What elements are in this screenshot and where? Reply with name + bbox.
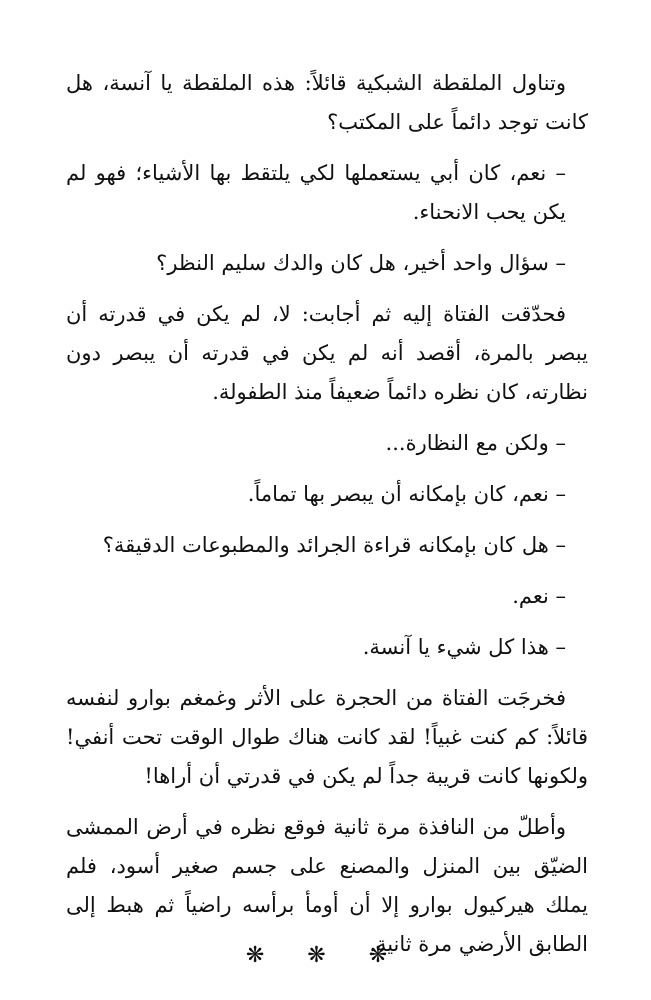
- dialogue-line: – هل كان بإمكانه قراءة الجرائد والمطبوعات الدقيقة؟: [102, 533, 566, 557]
- paragraph-poirot-realization: فخرجَت الفتاة من الحجرة على الأثر وغمغم بوارو لنفسه قائلاً: كم كنت غبياً! لقد كانت هناك طوال الوقت تحت أنفي! ولكونها كانت قريبة جداً لم يكن في قدرتي أن أراها!: [66, 686, 588, 788]
- paragraph-pincers: وتناول الملقطة الشبكية قائلاً: هذه الملقطة يا آنسة، هل كانت توجد دائماً على المكتب؟: [66, 71, 588, 134]
- dialogue-line: – سؤال واحد أخير، هل كان والدك سليم النظر؟: [156, 251, 566, 275]
- dialogue-line: – هذا كل شيء يا آنسة.: [362, 635, 566, 659]
- page-text: [66, 64, 588, 976]
- paragraph-eyesight: فحدّقت الفتاة إليه ثم أجابت: لا، لم يكن في قدرته أن يبصر بالمرة، أقصد أنه لم يكن في قدرته أن يبصر دون نظارته، كان نظره دائماً ضعيفاً منذ الطفولة.: [66, 302, 588, 404]
- dialogue-line: – ولكن مع النظارة...: [385, 431, 566, 455]
- dialogue-line: – نعم.: [512, 584, 566, 608]
- dialogue-line: – نعم، كان بإمكانه أن يبصر بها تماماً.: [247, 482, 566, 506]
- dialogue-line: – نعم، كان أبي يستعملها لكي يلتقط بها الأشياء؛ فهو لم يكن يحب الانحناء.: [66, 161, 566, 224]
- section-separator: ❋ ❋ ❋: [245, 943, 406, 968]
- paragraph-window: وأطلّ من النافذة مرة ثانية فوقع نظره في أرض الممشى الضيّق بين المنزل والمصنع على جسم صغير أسود، فلم يملك هيركيول بوارو إلا أن أومأ برأسه راضياً ثم هبط إلى الطابق الأرضي مرة ثانية.: [66, 815, 588, 956]
